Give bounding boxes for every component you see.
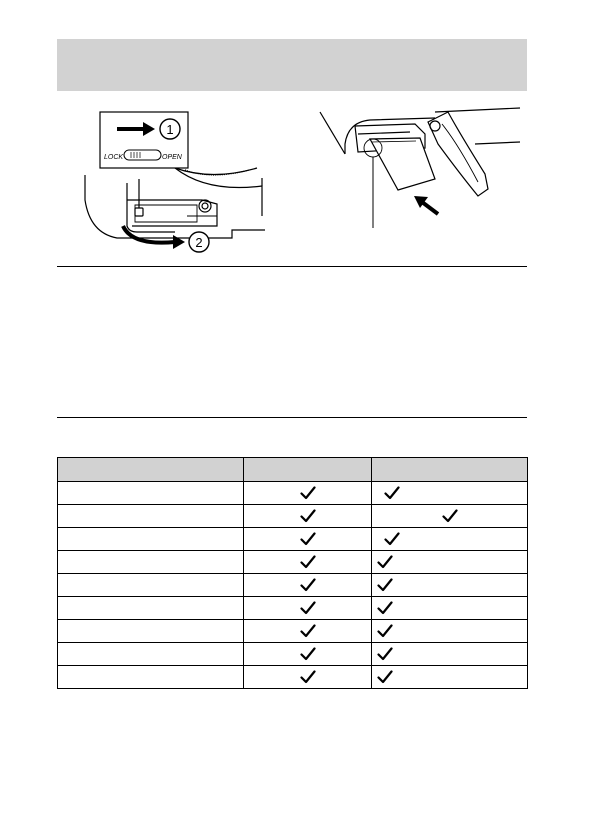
step-1-marker — [160, 119, 180, 139]
row-label — [58, 666, 244, 689]
col3-cell — [372, 551, 528, 574]
table-header-cell — [244, 458, 372, 482]
table-row — [58, 643, 528, 666]
compatibility-table — [57, 457, 528, 689]
check-icon — [300, 601, 316, 615]
col2-cell — [244, 620, 372, 643]
col3-cell — [372, 574, 528, 597]
check-icon — [300, 647, 316, 661]
lock-slider — [124, 150, 161, 160]
col2-cell — [244, 574, 372, 597]
table-row — [58, 620, 528, 643]
step-2-marker — [189, 232, 209, 252]
open-label: OPEN — [162, 154, 182, 161]
check-icon — [442, 509, 458, 523]
table-header-cell — [372, 458, 528, 482]
col2-cell — [244, 643, 372, 666]
table-row — [58, 482, 528, 505]
row-label — [58, 574, 244, 597]
col3-cell — [372, 666, 528, 689]
row-label — [58, 597, 244, 620]
check-icon — [300, 578, 316, 592]
step-1-label: 1 — [166, 122, 174, 137]
col3-cell — [372, 505, 528, 528]
check-icon — [300, 624, 316, 638]
table-row — [58, 574, 528, 597]
section-header-band — [57, 39, 527, 91]
row-label — [58, 643, 244, 666]
check-icon — [300, 555, 316, 569]
col2-cell — [244, 482, 372, 505]
row-label — [58, 620, 244, 643]
col2-cell — [244, 528, 372, 551]
section-divider-bottom — [57, 417, 527, 418]
card-insert-illustration — [310, 104, 530, 234]
row-label — [58, 551, 244, 574]
insert-arrow-icon — [414, 196, 438, 214]
row-label — [58, 505, 244, 528]
lock-label: LOCK — [104, 154, 124, 161]
check-icon — [384, 532, 400, 546]
table-row — [58, 505, 528, 528]
check-icon — [377, 624, 393, 638]
col2-cell — [244, 551, 372, 574]
col3-cell — [372, 597, 528, 620]
col2-cell — [244, 666, 372, 689]
section-divider-top — [57, 266, 527, 267]
check-icon — [377, 601, 393, 615]
check-icon — [377, 670, 393, 684]
table-header-cell — [58, 458, 244, 482]
check-icon — [300, 532, 316, 546]
cover-open-illustration — [57, 108, 287, 263]
table-row — [58, 551, 528, 574]
table-row — [58, 528, 528, 551]
col3-cell — [372, 482, 528, 505]
row-label — [58, 528, 244, 551]
col3-cell — [372, 528, 528, 551]
table-header-row — [58, 458, 528, 482]
step-2-label: 2 — [195, 235, 203, 250]
check-icon — [300, 670, 316, 684]
row-label — [58, 482, 244, 505]
check-icon — [300, 486, 316, 500]
check-icon — [377, 578, 393, 592]
col3-cell — [372, 643, 528, 666]
check-icon — [384, 486, 400, 500]
table-row — [58, 597, 528, 620]
col2-cell — [244, 597, 372, 620]
check-icon — [300, 509, 316, 523]
col2-cell — [244, 505, 372, 528]
check-icon — [377, 555, 393, 569]
col3-cell — [372, 620, 528, 643]
table-row — [58, 666, 528, 689]
check-icon — [377, 647, 393, 661]
